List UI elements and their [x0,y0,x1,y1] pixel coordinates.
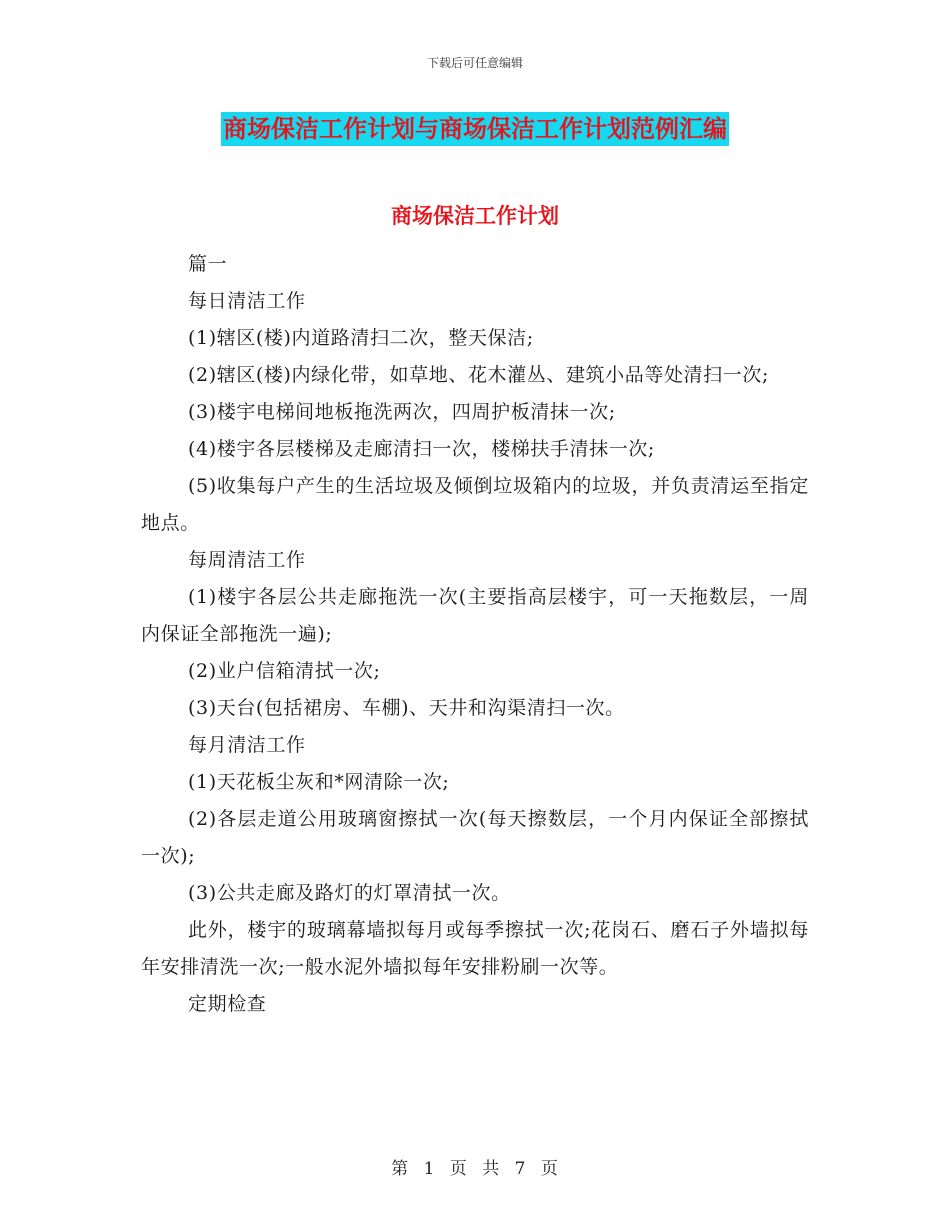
paragraph: 每月清洁工作 [188,734,306,756]
paragraph: (3)天台(包括裙房、车棚)、天井和沟渠清扫一次。 [188,697,625,719]
document-main-title: 商场保洁工作计划与商场保洁工作计划范例汇编 [221,112,729,146]
paragraph: 此外，楼宇的玻璃幕墙拟每月或每季擦拭一次;花岗石、磨石子外墙拟每年安排清洗一次;一般水泥外墙拟每年安排粉刷一次等。 [141,919,809,978]
page-footer [0,1154,950,1179]
paragraph: (2)业户信箱清拭一次; [188,660,381,682]
paragraph: 每周清洁工作 [188,549,306,571]
page-current-number: 1 [423,1159,436,1179]
document-body [141,246,809,1023]
paragraph: (1)天花板尘灰和*网清除一次; [188,771,450,793]
page-label-suffix: 页 [540,1159,559,1179]
paragraph: (3)公共走廊及路灯的灯罩清拭一次。 [188,882,511,904]
paragraph: (3)楼宇电梯间地板拖洗两次，四周护板清抹一次; [188,401,616,423]
paragraph: (2)辖区(楼)内绿化带，如草地、花木灌丛、建筑小品等处清扫一次; [188,364,769,386]
header-note: 下载后可任意编辑 [426,56,523,70]
page-label-mid: 页 [449,1159,468,1179]
paragraph: (1)辖区(楼)内道路清扫二次，整天保洁; [188,327,534,349]
paragraph: 篇一 [188,253,228,275]
paragraph: 每日清洁工作 [188,290,306,312]
page-total-number: 7 [514,1159,527,1179]
paragraph: (4)楼宇各层楼梯及走廊清扫一次，楼梯扶手清抹一次; [188,438,655,460]
document-sub-title: 商场保洁工作计划 [391,203,559,228]
paragraph: (2)各层走道公用玻璃窗擦拭一次(每天擦数层，一个月内保证全部擦拭一次); [141,808,809,867]
paragraph: 定期检查 [188,993,267,1015]
main-title-wrap [0,112,950,146]
paragraph: (5)收集每户产生的生活垃圾及倾倒垃圾箱内的垃圾，并负责清运至指定地点。 [141,475,809,534]
page-total-prefix: 共 [482,1159,501,1179]
paragraph: (1)楼宇各层公共走廊拖洗一次(主要指高层楼宇，可一天拖数层，一周内保证全部拖洗一遍); [141,586,809,645]
page-label-prefix: 第 [391,1159,410,1179]
